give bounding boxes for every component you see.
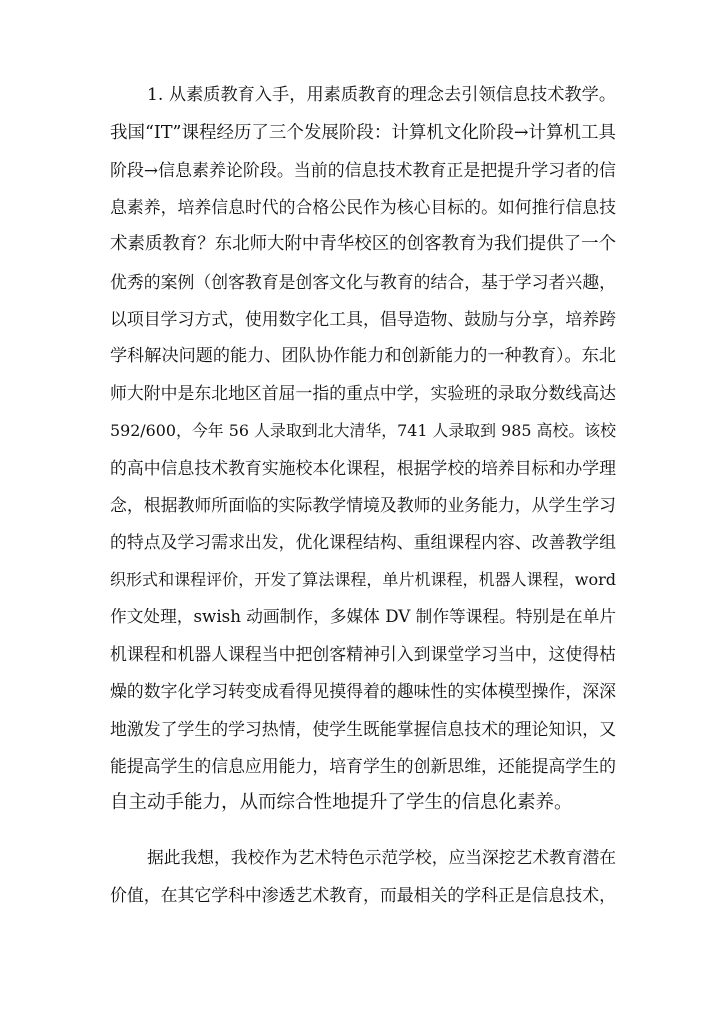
text-line: 以项目学习方式，使用数字化工具，倡导造物、鼓励与分享，培养跨 [110,309,616,329]
text-line: 自主动手能力，从而综合性地提升了学生的信息化素养。 [110,792,573,813]
text-line: 据此我想，我校作为艺术特色示范学校，应当深挖艺术教育潜在 [147,847,617,867]
text-line: 1. 从素质教育入手，用素质教育的理念去引领信息技术教学。 [147,85,616,105]
text-line: 地激发了学生的学习热情，使学生既能掌握信息技术的理论知识，又 [110,719,616,739]
text-line: 燥的数字化学习转变成看得见摸得着的趣味性的实体模型操作，深深 [110,681,616,701]
text-line: 机课程和机器人课程当中把创客精神引入到课堂学习当中，这使得枯 [110,644,616,664]
text-line: 592/600，今年 56 人录取到北大清华，741 人录取到 985 高校。该校 [110,421,616,440]
text-line: 的特点及学习需求出发，优化课程结构、重组课程内容、改善教学组 [110,532,616,552]
text-line: 优秀的案例（创客教育是创客文化与教育的结合，基于学习者兴趣， [110,272,616,292]
text-line: 师大附中是东北地区首屈一指的重点中学，实验班的录取分数线高达 [110,383,616,403]
text-line: 织形式和课程评价，开发了算法课程，单片机课程，机器人课程，word [110,570,616,589]
text-line: 价值，在其它学科中渗透艺术教育，而最相关的学科正是信息技术， [110,885,616,905]
text-line: 学科解决问题的能力、团队协作能力和创新能力的一种教育）。东北 [110,346,616,366]
text-line: 的高中信息技术教育实施校本化课程，根据学校的培养目标和办学理 [110,458,616,478]
text-line: 术素质教育？东北师大附中青华校区的创客教育为我们提供了一个 [110,234,616,254]
text-line: 念，根据教师所面临的实际教学情境及教师的业务能力，从学生学习 [110,495,616,515]
text-line: 作文处理，swish 动画制作，多媒体 DV 制作等课程。特别是在单片 [110,607,616,626]
text-line: 我国“IT”课程经历了三个发展阶段：计算机文化阶段→计算机工具 [110,123,616,143]
text-line: 息素养，培养信息时代的合格公民作为核心目标的。如何推行信息技 [110,197,616,217]
text-line: 阶段→信息素养论阶段。当前的信息技术教育正是把提升学习者的信 [110,160,616,180]
text-line: 能提高学生的信息应用能力，培育学生的创新思维，还能提高学生的 [110,756,616,776]
